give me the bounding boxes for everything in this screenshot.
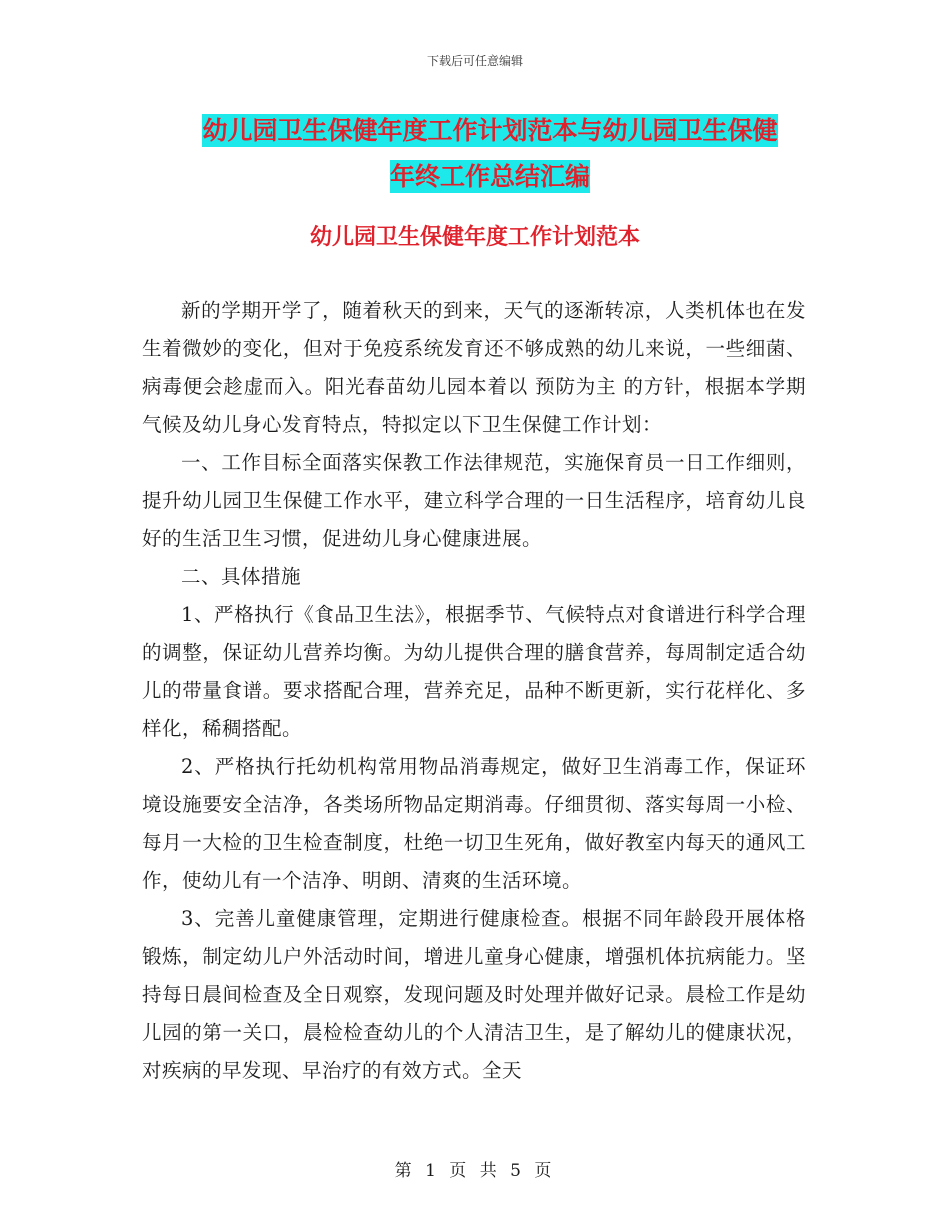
paragraph: 二、具体措施 <box>181 565 302 588</box>
page-number: 第 1 页 共 5 页 <box>394 1161 556 1181</box>
document-title-line-1: 幼儿园卫生保健年度工作计划范本与幼儿园卫生保健 <box>202 116 778 145</box>
document-title-line-2: 年终工作总结汇编 <box>389 162 590 191</box>
paragraph: 1、严格执行《食品卫生法》，根据季节、气候特点对食谱进行科学合理的调整，保证幼儿营养均衡。为幼儿提供合理的膳食营养，每周制定适合幼儿的带量食谱。要求搭配合理，营养充足，品种不断更新，实行花样化、多样化，稀稠搭配。 <box>142 603 806 740</box>
header-note: 下载后可任意编辑 <box>426 54 523 68</box>
paragraph: 2、严格执行托幼机构常用物品消毒规定，做好卫生消毒工作，保证环境设施要安全洁净，各类场所物品定期消毒。仔细贯彻、落实每周一小检、每月一大检的卫生检查制度，杜绝一切卫生死角，做好教室内每天的通风工作，使幼儿有一个洁净、明朗、清爽的生活环境。 <box>142 755 806 892</box>
paragraph: 3、完善儿童健康管理，定期进行健康检查。根据不同年龄段开展体格锻炼，制定幼儿户外活动时间，增进儿童身心健康，增强机体抗病能力。坚持每日晨间检查及全日观察，发现问题及时处理并做好记录。晨检工作是幼儿园的第一关口，晨检检查幼儿的个人清洁卫生，是了解幼儿的健康状况，对疾病的早发现、早治疗的有效方式。全天 <box>142 907 806 1082</box>
paragraph: 新的学期开学了，随着秋天的到来，天气的逐渐转凉，人类机体也在发生着微妙的变化，但对于免疫系统发育还不够成熟的幼儿来说，一些细菌、病毒便会趁虚而入。阳光春苗幼儿园本着以 预防为主 的方针，根据本学期气候及幼儿身心发育特点，特拟定以下卫生保健工作计划： <box>142 299 806 436</box>
document-title <box>160 108 820 200</box>
paragraph: 一、工作目标全面落实保教工作法律规范，实施保育员一日工作细则，提升幼儿园卫生保健工作水平，建立科学合理的一日生活程序，培育幼儿良好的生活卫生习惯，促进幼儿身心健康进展。 <box>142 451 806 550</box>
section-title: 幼儿园卫生保健年度工作计划范本 <box>309 225 640 250</box>
body-text <box>142 292 806 1090</box>
